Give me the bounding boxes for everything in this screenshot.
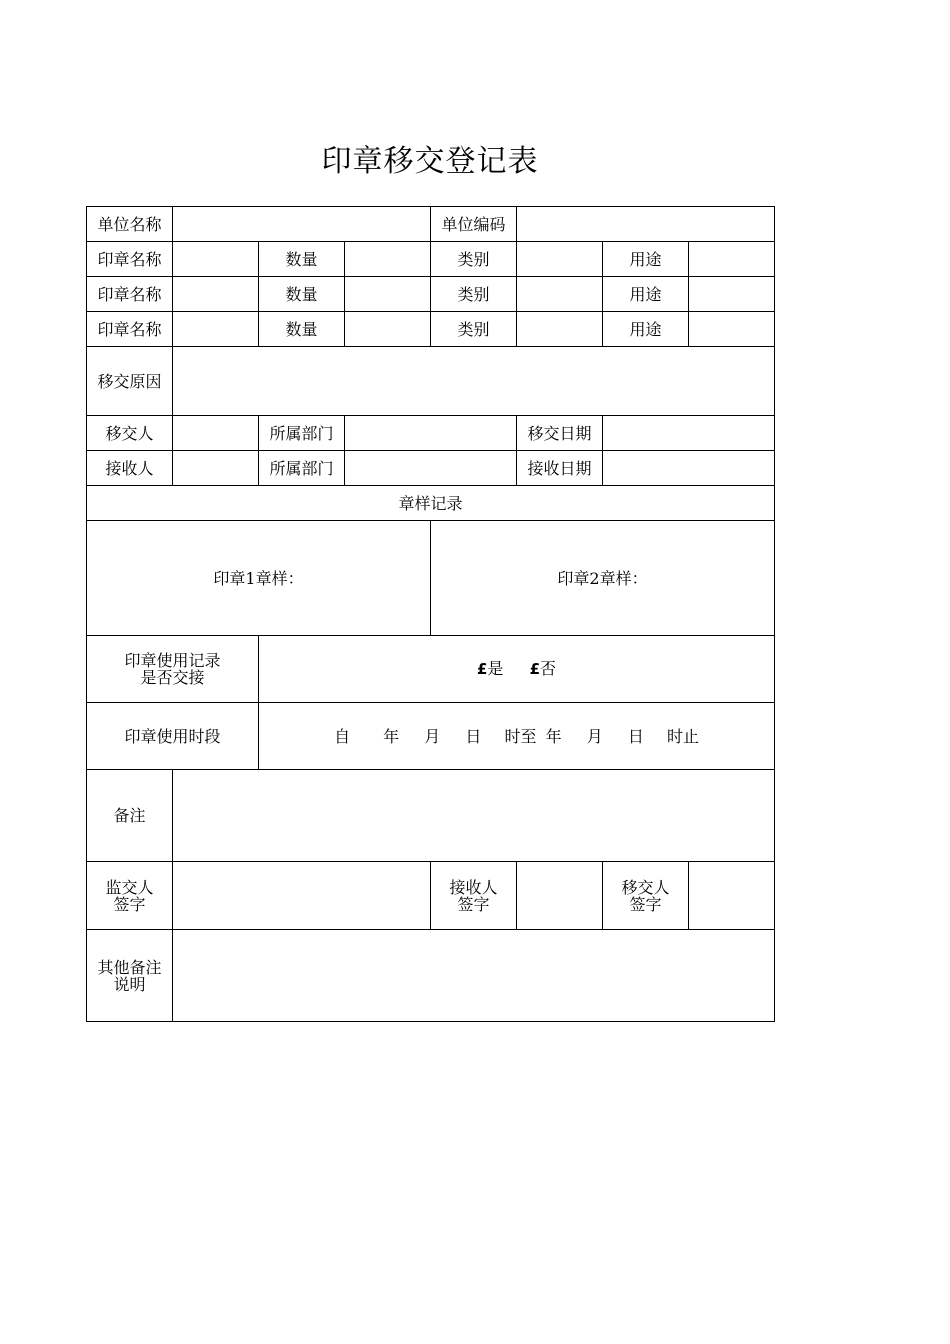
other-remarks-label-line1: 其他备注	[97, 957, 162, 977]
unit-code-label: 单位编码	[431, 207, 517, 242]
no-checkbox[interactable]	[530, 659, 556, 678]
quantity-label: 数量	[259, 242, 345, 277]
other-remarks-field[interactable]	[173, 930, 775, 1022]
receive-date-label: 接收日期	[517, 451, 603, 486]
receiver-label: 接收人	[87, 451, 173, 486]
transferor-department-field[interactable]	[345, 416, 517, 451]
yes-checkbox[interactable]	[477, 659, 509, 678]
receiver-department-field[interactable]	[345, 451, 517, 486]
category-label: 类别	[431, 277, 517, 312]
seal-row	[87, 277, 775, 312]
period-year-end: 年	[545, 726, 562, 746]
receiver-signature-label	[431, 862, 517, 930]
transferor-label: 移交人	[87, 416, 173, 451]
quantity-label: 数量	[259, 312, 345, 347]
transferor-signature-field[interactable]	[689, 862, 775, 930]
usage-record-label-line2: 是否交接	[140, 668, 205, 687]
supervisor-signature-field[interactable]	[173, 862, 431, 930]
category-field[interactable]	[517, 242, 603, 277]
supervisor-label-line1: 监交人	[105, 877, 154, 897]
checkbox-icon: £	[529, 660, 541, 678]
seal-row	[87, 242, 775, 277]
checkbox-icon: £	[476, 660, 488, 678]
period-year-start: 年	[383, 726, 400, 746]
receiver-field[interactable]	[173, 451, 259, 486]
period-hour-end: 时止	[666, 726, 699, 746]
category-field[interactable]	[517, 312, 603, 347]
receiver-department-label: 所属部门	[259, 451, 345, 486]
receiver-sign-label-line2: 签字	[457, 894, 490, 914]
handover-choice	[259, 636, 775, 703]
period-from: 自	[334, 726, 351, 746]
category-label: 类别	[431, 312, 517, 347]
transfer-date-label: 移交日期	[517, 416, 603, 451]
period-month-start: 月	[424, 726, 441, 746]
usage-field[interactable]	[689, 312, 775, 347]
transferor-sign-label-line2: 签字	[629, 894, 662, 914]
period-hour-to: 时至	[504, 726, 537, 746]
remarks-field[interactable]	[173, 770, 775, 862]
transfer-reason-field[interactable]	[173, 347, 775, 416]
seal-row	[87, 312, 775, 347]
category-field[interactable]	[517, 277, 603, 312]
seal1-sample-label: 印章1章样：	[213, 568, 304, 588]
transferor-department-label: 所属部门	[259, 416, 345, 451]
transfer-reason-label: 移交原因	[87, 347, 173, 416]
period-month-end: 月	[586, 726, 603, 746]
usage-label: 用途	[603, 242, 689, 277]
transferor-sign-label-line1: 移交人	[621, 877, 670, 897]
quantity-label: 数量	[259, 277, 345, 312]
other-remarks-label-line2: 说明	[113, 974, 146, 994]
period-day-end: 日	[627, 726, 644, 746]
unit-name-field[interactable]	[173, 207, 431, 242]
seal-name-label: 印章名称	[87, 242, 173, 277]
usage-period-field[interactable]	[259, 703, 775, 770]
receive-date-field[interactable]	[603, 451, 775, 486]
transferor-signature-label	[603, 862, 689, 930]
remarks-label: 备注	[87, 770, 173, 862]
usage-field[interactable]	[689, 242, 775, 277]
usage-record-label-line1: 印章使用记录	[124, 651, 221, 670]
seal-name-field[interactable]	[173, 242, 259, 277]
yes-label: 是	[487, 659, 504, 678]
seal1-sample-area[interactable]	[87, 521, 431, 636]
seal-name-field[interactable]	[173, 312, 259, 347]
seal2-sample-area[interactable]	[431, 521, 775, 636]
seal-transfer-form	[86, 206, 775, 1022]
quantity-field[interactable]	[345, 242, 431, 277]
usage-field[interactable]	[689, 277, 775, 312]
category-label: 类别	[431, 242, 517, 277]
quantity-field[interactable]	[345, 277, 431, 312]
transferor-field[interactable]	[173, 416, 259, 451]
usage-record-label	[87, 636, 259, 703]
receiver-signature-field[interactable]	[517, 862, 603, 930]
supervisor-signature-label	[87, 862, 173, 930]
usage-period-label: 印章使用时段	[87, 703, 259, 770]
receiver-sign-label-line1: 接收人	[449, 877, 498, 897]
page-title: 印章移交登记表	[321, 144, 539, 179]
seal-name-label: 印章名称	[87, 312, 173, 347]
quantity-field[interactable]	[345, 312, 431, 347]
usage-label: 用途	[603, 312, 689, 347]
other-remarks-label	[87, 930, 173, 1022]
seal-name-field[interactable]	[173, 277, 259, 312]
usage-label: 用途	[603, 277, 689, 312]
seal-name-label: 印章名称	[87, 277, 173, 312]
period-day-start: 日	[465, 726, 482, 746]
unit-name-label: 单位名称	[87, 207, 173, 242]
unit-code-field[interactable]	[517, 207, 775, 242]
seal-sample-record-header: 章样记录	[87, 486, 775, 521]
supervisor-label-line2: 签字	[113, 894, 146, 914]
seal2-sample-label: 印章2章样：	[557, 568, 648, 588]
no-label: 否	[540, 659, 557, 678]
transfer-date-field[interactable]	[603, 416, 775, 451]
